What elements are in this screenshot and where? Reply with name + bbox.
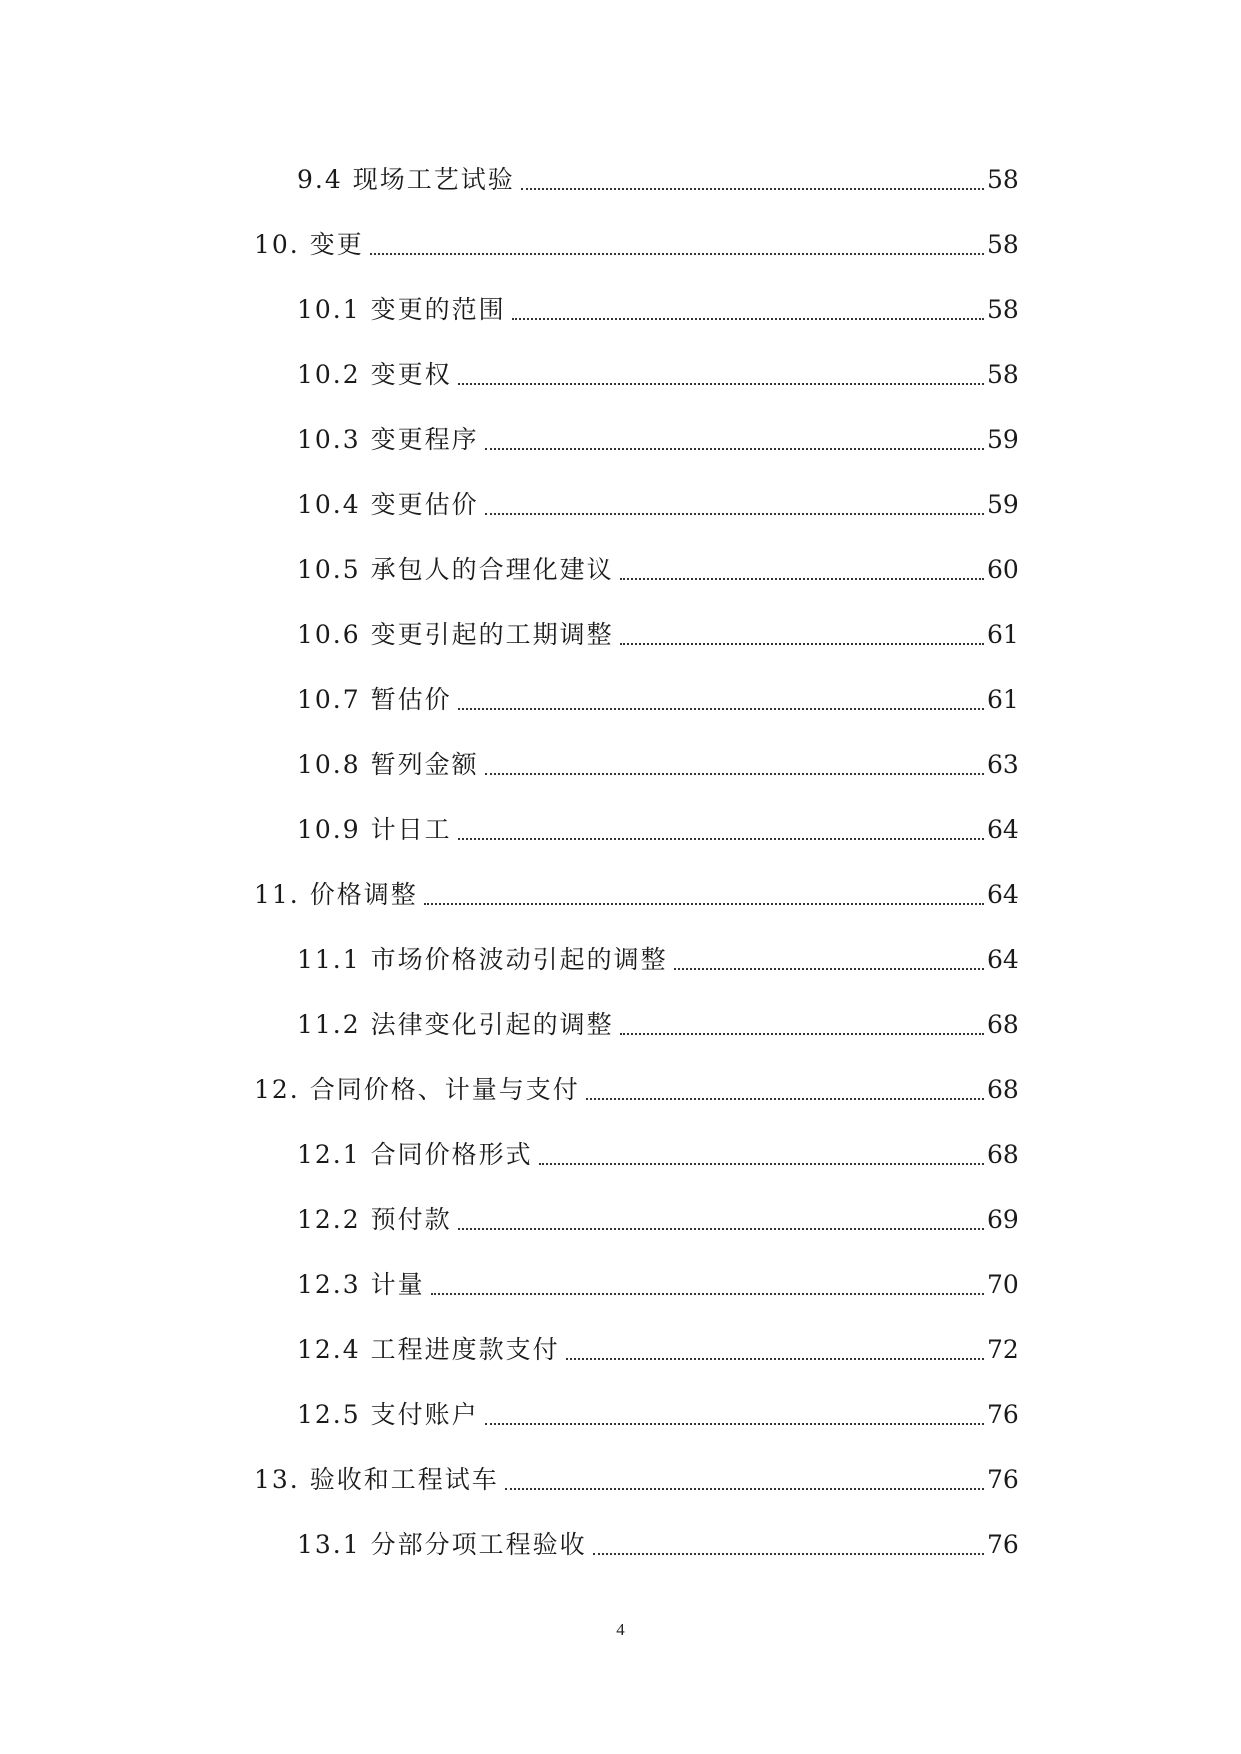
toc-entry-label: 10.4 变更估价: [297, 490, 479, 519]
toc-entry-page: 59: [987, 490, 1019, 519]
toc-dot-leader: [674, 968, 984, 970]
toc-entry-label: 10.7 暂估价: [297, 685, 452, 714]
toc-entry-label: 10.9 计日工: [297, 815, 452, 844]
toc-dot-leader: [586, 1098, 984, 1100]
toc-entry-label: 10.6 变更引起的工期调整: [297, 620, 614, 649]
toc-entry-page: 68: [987, 1075, 1019, 1104]
toc-entry-page: 64: [987, 880, 1019, 909]
toc-entry[interactable]: [0, 1200, 1241, 1240]
toc-entry[interactable]: [0, 810, 1241, 850]
toc-entry[interactable]: [0, 940, 1241, 980]
toc-entry-page: 68: [987, 1010, 1019, 1039]
toc-dot-leader: [620, 578, 984, 580]
toc-entry[interactable]: [0, 225, 1241, 265]
toc-entry-page: 63: [987, 750, 1019, 779]
toc-entry-page: 61: [987, 620, 1019, 649]
toc-entry-page: 59: [987, 425, 1019, 454]
toc-entry-label: 13. 验收和工程试车: [254, 1465, 499, 1494]
toc-dot-leader: [485, 513, 984, 515]
toc-entry-label: 12.2 预付款: [297, 1205, 452, 1234]
toc-entry[interactable]: [0, 1460, 1241, 1500]
toc-dot-leader: [458, 383, 984, 385]
toc-entry-label: 11.1 市场价格波动引起的调整: [297, 945, 668, 974]
toc-entry-page: 76: [987, 1400, 1019, 1429]
toc-entry-page: 76: [987, 1530, 1019, 1559]
toc-entry[interactable]: [0, 355, 1241, 395]
toc-entry-label: 12. 合同价格、计量与支付: [254, 1075, 580, 1104]
toc-entry-label: 11.2 法律变化引起的调整: [297, 1010, 614, 1039]
toc-dot-leader: [458, 1228, 984, 1230]
toc-entry-page: 58: [987, 165, 1019, 194]
toc-entry[interactable]: [0, 290, 1241, 330]
toc-entry-page: 58: [987, 230, 1019, 259]
toc-entry-label: 13.1 分部分项工程验收: [297, 1530, 587, 1559]
toc-entry[interactable]: [0, 1330, 1241, 1370]
toc-dot-leader: [521, 188, 984, 190]
toc-entry-label: 10.3 变更程序: [297, 425, 479, 454]
toc-dot-leader: [505, 1488, 984, 1490]
toc-dot-leader: [566, 1358, 984, 1360]
toc-dot-leader: [620, 643, 984, 645]
toc-dot-leader: [620, 1033, 984, 1035]
toc-entry[interactable]: [0, 745, 1241, 785]
toc-dot-leader: [458, 708, 984, 710]
toc-entry-page: 64: [987, 815, 1019, 844]
toc-dot-leader: [431, 1293, 984, 1295]
toc-entry-page: 58: [987, 295, 1019, 324]
toc-entry-label: 12.3 计量: [297, 1270, 425, 1299]
toc-entry[interactable]: [0, 1525, 1241, 1565]
toc-entry-label: 10.2 变更权: [297, 360, 452, 389]
toc-dot-leader: [593, 1553, 984, 1555]
toc-dot-leader: [485, 1423, 984, 1425]
toc-entry-page: 72: [987, 1335, 1019, 1364]
toc-dot-leader: [424, 903, 984, 905]
toc-entry-page: 58: [987, 360, 1019, 389]
footer-page-number: 4: [616, 1620, 625, 1639]
toc-entry-label: 10. 变更: [254, 230, 364, 259]
toc-entry-page: 60: [987, 555, 1019, 584]
toc-entry-label: 10.8 暂列金额: [297, 750, 479, 779]
toc-entry-label: 9.4 现场工艺试验: [297, 165, 515, 194]
toc-entry[interactable]: [0, 420, 1241, 460]
toc-entry[interactable]: [0, 875, 1241, 915]
toc-entry-page: 76: [987, 1465, 1019, 1494]
toc-entry[interactable]: [0, 550, 1241, 590]
toc-entry[interactable]: [0, 160, 1241, 200]
toc-entry[interactable]: [0, 485, 1241, 525]
toc-entry[interactable]: [0, 1265, 1241, 1305]
toc-entry-page: 68: [987, 1140, 1019, 1169]
toc-entry[interactable]: [0, 1070, 1241, 1110]
toc-entry-page: 64: [987, 945, 1019, 974]
toc-entry-label: 11. 价格调整: [254, 880, 418, 909]
toc-entry-label: 12.5 支付账户: [297, 1400, 479, 1429]
toc-entry[interactable]: [0, 1395, 1241, 1435]
toc-entry-label: 12.4 工程进度款支付: [297, 1335, 560, 1364]
toc-dot-leader: [458, 838, 984, 840]
toc-entry[interactable]: [0, 1005, 1241, 1045]
toc-entry-page: 70: [987, 1270, 1019, 1299]
toc-entry-label: 10.5 承包人的合理化建议: [297, 555, 614, 584]
toc-entry-page: 69: [987, 1205, 1019, 1234]
toc-entry-label: 10.1 变更的范围: [297, 295, 506, 324]
toc-entry-page: 61: [987, 685, 1019, 714]
toc-dot-leader: [539, 1163, 984, 1165]
toc-dot-leader: [485, 773, 984, 775]
toc-dot-leader: [512, 318, 984, 320]
toc-dot-leader: [370, 253, 984, 255]
toc-dot-leader: [485, 448, 984, 450]
toc-entry-label: 12.1 合同价格形式: [297, 1140, 533, 1169]
toc-entry[interactable]: [0, 680, 1241, 720]
toc-entry[interactable]: [0, 1135, 1241, 1175]
toc-entry[interactable]: [0, 615, 1241, 655]
